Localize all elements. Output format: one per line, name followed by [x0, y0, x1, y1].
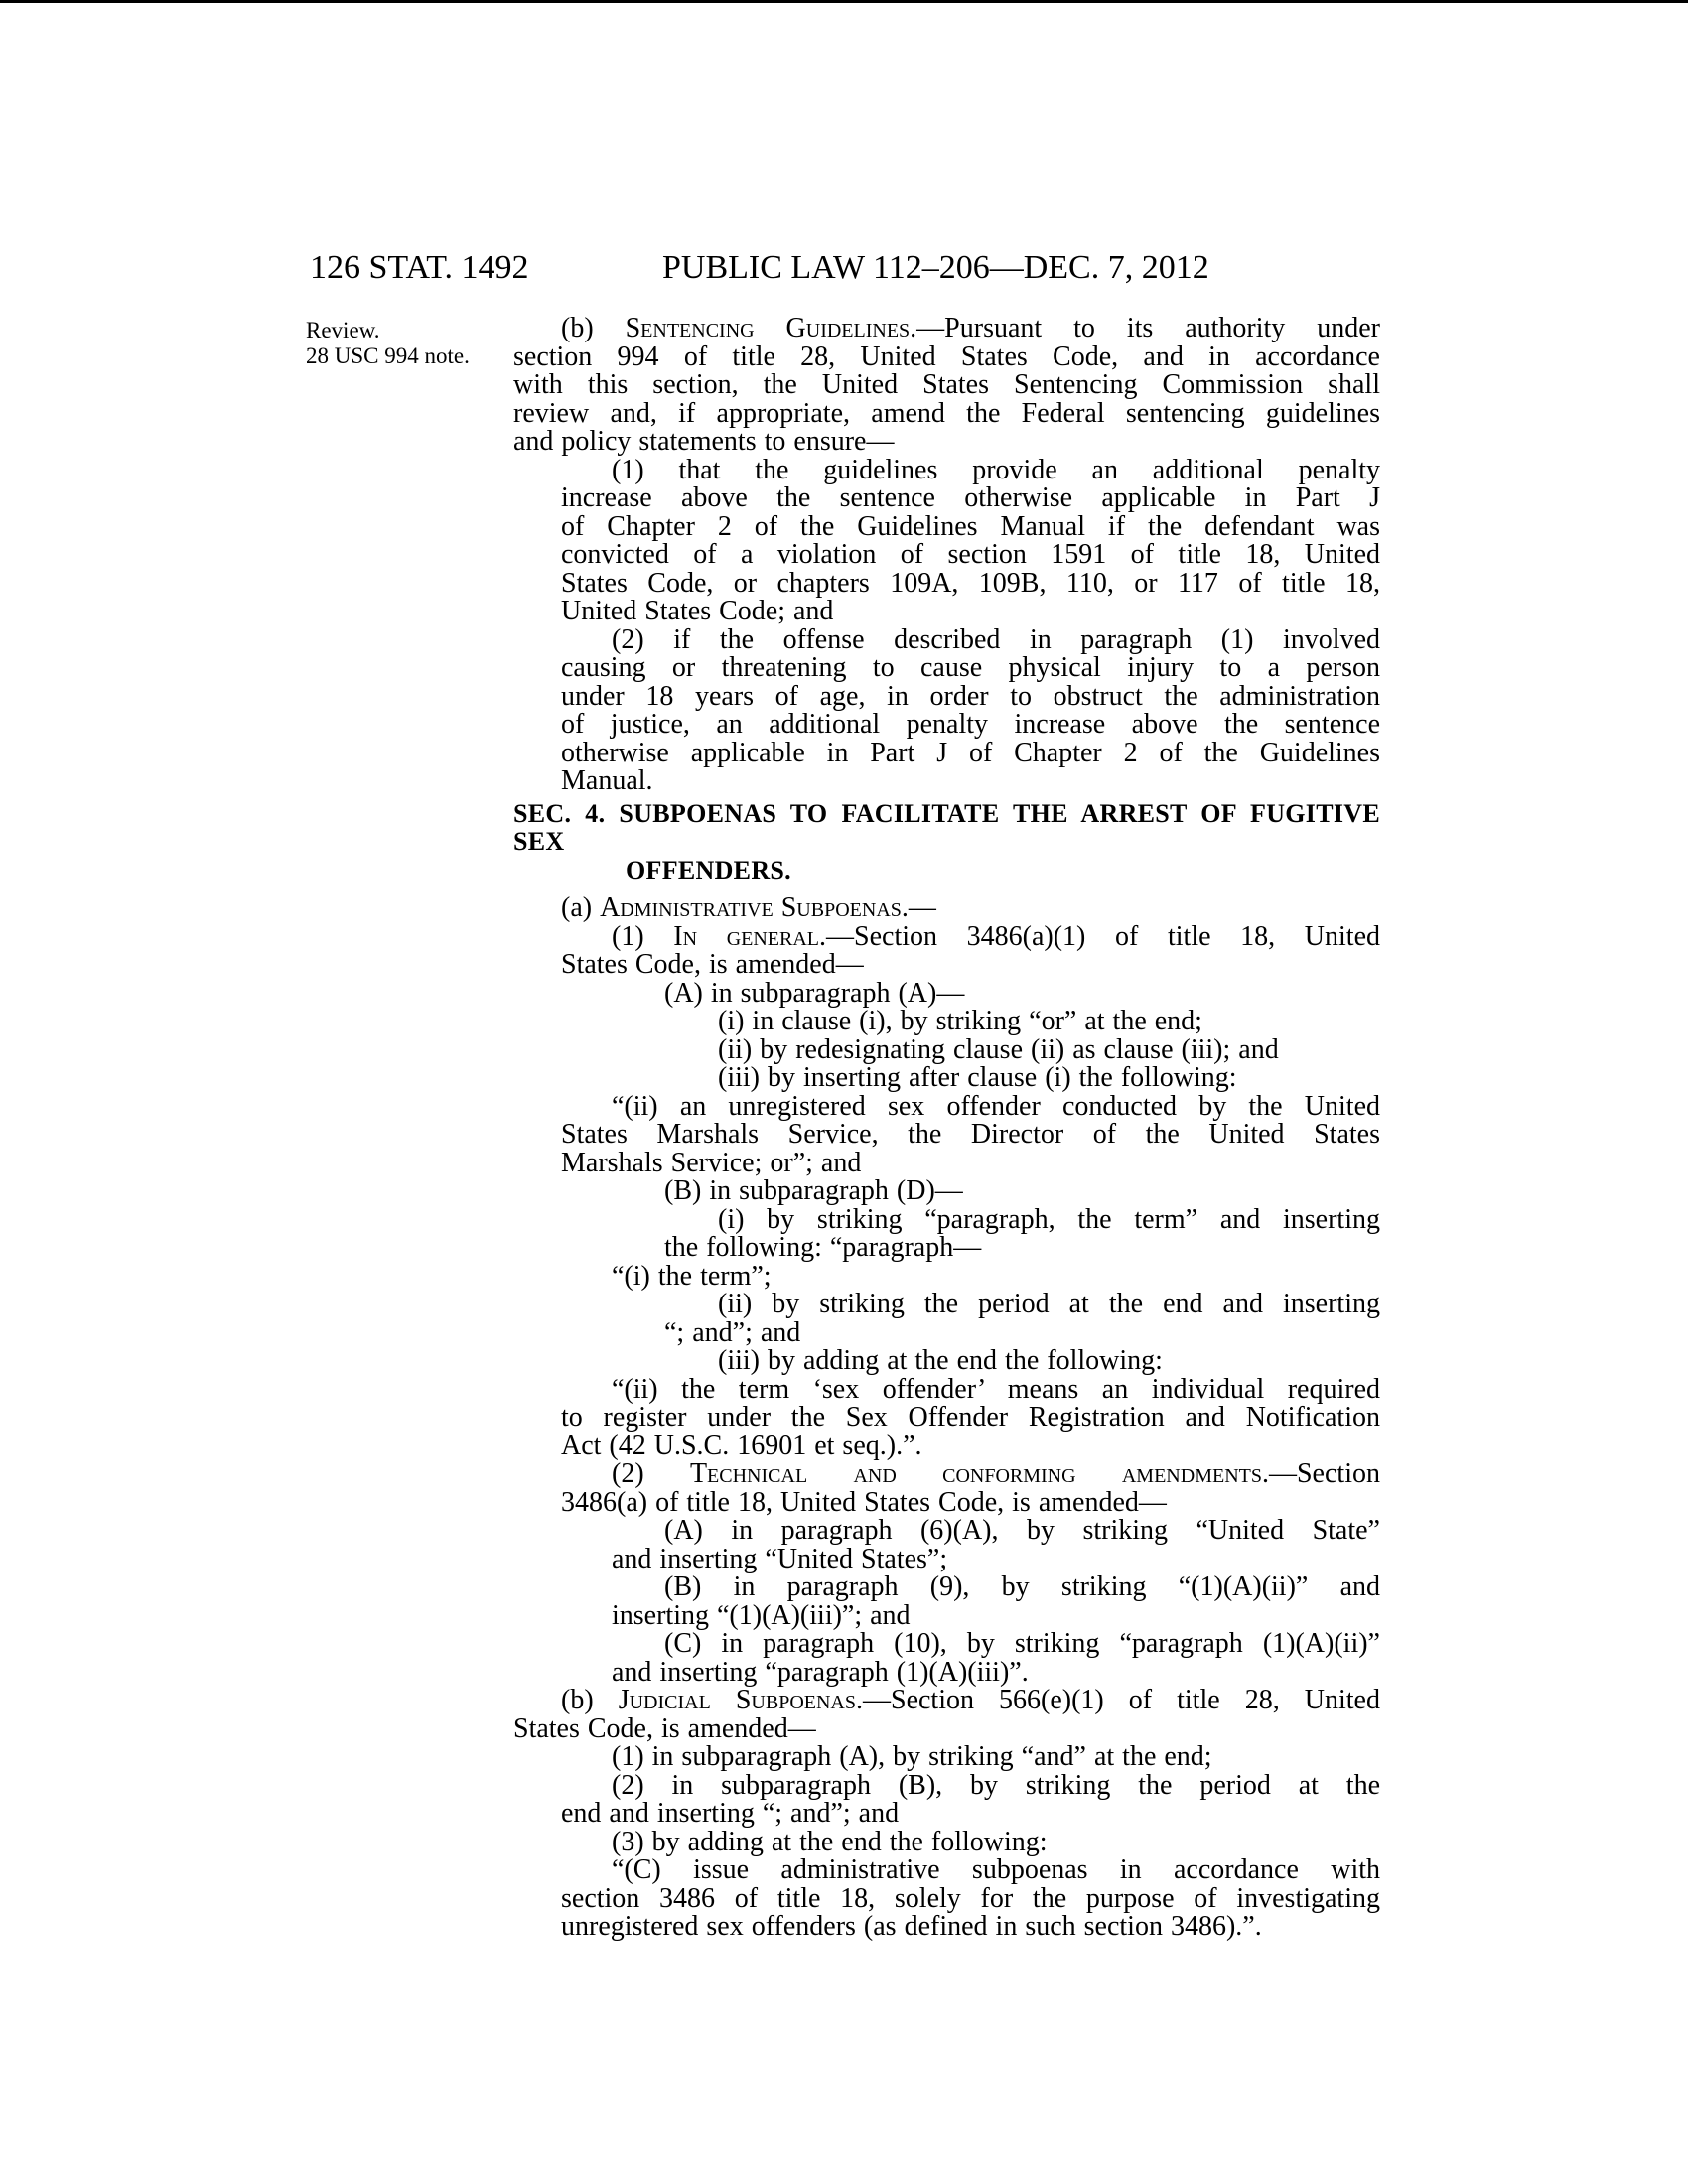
- para-2-obstruction-penalty: [513, 623, 1380, 796]
- text-line: [561, 1913, 1380, 1942]
- text-segment: .—Section 3486(a)(1) of title 18, United: [819, 920, 1380, 952]
- small-caps-segment: Technical and conforming amendments: [689, 1458, 1262, 1489]
- para-2-technical-amendments: [513, 1460, 1380, 1517]
- margin-note-line: 28 USC 994 note.: [306, 343, 470, 368]
- clause-ii-redesignating: [513, 1033, 1380, 1065]
- text-line: [513, 800, 1380, 857]
- text-line: [664, 977, 1380, 1009]
- para-1-subparagraph-A: [513, 1743, 1380, 1772]
- text-line: [561, 680, 1380, 712]
- text-segment: (b): [561, 313, 626, 343]
- text-segment: (2): [612, 1458, 690, 1489]
- text-line: [612, 1460, 1380, 1489]
- text-segment: (i) in clause (i), by striking “or” at the end;: [718, 1006, 1202, 1036]
- text-line: [718, 1347, 1380, 1376]
- text-segment: Manual.: [561, 765, 653, 796]
- text-line: [612, 1743, 1380, 1772]
- page-top-rule: [0, 0, 1688, 3]
- text-line: [561, 951, 1380, 980]
- text-segment: 3486(a) of title 18, United States Code, is amended—: [561, 1486, 1167, 1518]
- text-segment: end and inserting “; and”; and: [561, 1798, 900, 1829]
- text-segment: and inserting “paragraph (1)(A)(iii)”.: [612, 1656, 1029, 1688]
- para-A-united-state: [513, 1517, 1380, 1573]
- quote-ii-sex-offender-definition: [513, 1373, 1380, 1461]
- text-line: [561, 767, 1380, 796]
- text-segment: increase above the sentence otherwise applicable in Part J: [561, 482, 1380, 513]
- text-line: [664, 1234, 1380, 1263]
- text-segment: (a): [561, 892, 601, 923]
- text-segment: convicted of a violation of section 1591 of title 18, United: [561, 539, 1380, 570]
- small-caps-segment: Administrative Subpoenas: [600, 892, 902, 923]
- statute-text: [513, 315, 1380, 1942]
- text-line: [561, 737, 1380, 768]
- text-line: [561, 1882, 1380, 1914]
- text-line: [664, 1573, 1380, 1602]
- para-a-administrative-subpoenas: [513, 894, 1380, 923]
- text-segment: (2) in subparagraph (B), by striking the period at the: [612, 1769, 1380, 1801]
- text-line: [612, 920, 1380, 952]
- text-segment: of Chapter 2 of the Guidelines Manual if the defendant was: [561, 510, 1380, 542]
- text-line: [561, 711, 1380, 740]
- text-line: [612, 1599, 1380, 1631]
- quote-ii-unregistered-offender: [513, 1090, 1380, 1178]
- para-1-guidelines-penalty: [513, 454, 1380, 626]
- text-line: [513, 428, 1380, 457]
- text-line: [561, 315, 1380, 343]
- text-segment: .—Section 566(e)(1) of title 28, United: [856, 1685, 1380, 1715]
- para-C-paragraph-10: [513, 1630, 1380, 1687]
- text-line: [513, 371, 1380, 400]
- clause-i-striking-or: [513, 1008, 1380, 1036]
- text-line: [612, 1826, 1380, 1857]
- text-segment: (i) by striking “paragraph, the term” and inserting: [718, 1203, 1380, 1235]
- text-segment: (B) in paragraph (9), by striking “(1)(A)(ii)” and: [664, 1571, 1380, 1602]
- text-segment: “; and”; and: [664, 1316, 801, 1348]
- text-line: [664, 1517, 1380, 1546]
- text-line: [612, 623, 1380, 655]
- text-line: [561, 567, 1380, 599]
- para-2-subparagraph-B: [513, 1769, 1380, 1829]
- small-caps-segment: Judicial Subpoenas: [618, 1685, 856, 1715]
- text-segment: (1) that the guidelines provide an additional penalty: [612, 454, 1380, 485]
- text-segment: (B) in subparagraph (D)—: [664, 1175, 963, 1206]
- text-segment: and inserting “United States”;: [612, 1543, 948, 1574]
- text-segment: otherwise applicable in Part J of Chapter 2 of the Guidelines: [561, 737, 1380, 768]
- text-segment: of justice, an additional penalty increase above the sentence: [561, 709, 1380, 740]
- text-line: [561, 510, 1380, 542]
- text-segment: .—Pursuant to its authority under: [910, 313, 1380, 343]
- text-line: [718, 1008, 1380, 1036]
- text-line: [561, 1121, 1380, 1150]
- para-B-paragraph-9: [513, 1573, 1380, 1630]
- stat-page-number: 126 STAT. 1492: [310, 249, 529, 286]
- para-3-adding: [513, 1826, 1380, 1857]
- text-segment: (iii) by adding at the end the following:: [718, 1345, 1163, 1376]
- text-segment: to register under the Sex Offender Registration and Notification: [561, 1402, 1380, 1433]
- text-line: [718, 1064, 1380, 1093]
- text-line: [612, 1856, 1380, 1885]
- text-segment: .—Section: [1261, 1458, 1380, 1489]
- text-line: [561, 484, 1380, 513]
- public-law-header: PUBLIC LAW 112–206—DEC. 7, 2012: [662, 249, 1209, 286]
- text-segment: causing or threatening to cause physical injury to a person: [561, 652, 1380, 683]
- text-segment: (C) in paragraph (10), by striking “paragraph (1)(A)(ii)”: [664, 1628, 1380, 1659]
- text-segment: (A) in subparagraph (A)—: [664, 977, 965, 1009]
- clause-ii-striking-period: [513, 1291, 1380, 1347]
- small-caps-segment: Sentencing Guidelines: [625, 313, 911, 343]
- text-segment: (2) if the offense described in paragraph (1) involved: [612, 623, 1380, 655]
- text-segment: (ii) by striking the period at the end and inserting: [718, 1289, 1380, 1319]
- text-segment: “(i) the term”;: [612, 1260, 772, 1292]
- text-line: [612, 454, 1380, 485]
- text-line: [612, 1543, 1380, 1574]
- margin-note-line: Review.: [306, 318, 380, 342]
- text-segment: section 3486 of title 18, solely for the purpose of investigating: [561, 1882, 1380, 1914]
- text-line: [561, 654, 1380, 683]
- text-line: [561, 894, 1380, 923]
- para-A-subparagraph-A: [513, 977, 1380, 1009]
- text-segment: the following: “paragraph—: [664, 1232, 982, 1263]
- text-segment: OFFENDERS.: [626, 855, 791, 885]
- para-B-subparagraph-D: [513, 1177, 1380, 1206]
- text-line: [561, 598, 1380, 626]
- para-1-in-general: [513, 920, 1380, 980]
- text-line: [718, 1291, 1380, 1319]
- text-line: [612, 1769, 1380, 1801]
- text-segment: section 994 of title 28, United States Code, and in accordance: [513, 341, 1380, 372]
- text-line: [718, 1033, 1380, 1065]
- text-line: [561, 1687, 1380, 1715]
- text-segment: “(ii) the term ‘sex offender’ means an individual required: [612, 1373, 1380, 1405]
- para-b-judicial-subpoenas: [513, 1687, 1380, 1743]
- text-segment: States Code, is amended—: [513, 1712, 816, 1744]
- text-line: [612, 1090, 1380, 1122]
- clause-i-striking-paragraph-term: [513, 1203, 1380, 1263]
- text-segment: Act (42 U.S.C. 16901 et seq.).”.: [561, 1430, 922, 1461]
- text-segment: and policy statements to ensure—: [513, 426, 895, 457]
- text-segment: under 18 years of age, in order to obstruct the administration: [561, 680, 1380, 712]
- small-caps-segment: In general: [673, 920, 820, 952]
- text-line: [612, 1656, 1380, 1688]
- text-segment: inserting “(1)(A)(iii)”; and: [612, 1599, 911, 1631]
- text-line: [561, 541, 1380, 570]
- text-line: [664, 1316, 1380, 1348]
- sec4-heading: [513, 800, 1380, 886]
- text-segment: (1): [612, 920, 674, 952]
- text-segment: “(C) issue administrative subpoenas in accordance with: [612, 1854, 1380, 1885]
- quote-i-the-term: [513, 1260, 1380, 1292]
- text-segment: (iii) by inserting after clause (i) the following:: [718, 1062, 1237, 1093]
- text-segment: SEC. 4. SUBPOENAS TO FACILITATE THE ARREST OF FUGITIVE SEX: [513, 798, 1380, 856]
- text-line: [561, 1800, 1380, 1829]
- text-segment: Marshals Service; or”; and: [561, 1147, 862, 1178]
- text-line: [626, 857, 1380, 886]
- text-segment: United States Code; and: [561, 596, 834, 626]
- text-line: [612, 1373, 1380, 1405]
- text-segment: States Code, is amended—: [561, 949, 864, 980]
- text-segment: unregistered sex offenders (as defined in such section 3486).”.: [561, 1911, 1262, 1942]
- text-line: [612, 1260, 1380, 1292]
- text-line: [664, 1630, 1380, 1659]
- text-segment: States Code, or chapters 109A, 109B, 110, or 117 of title 18,: [561, 567, 1380, 599]
- text-segment: (ii) by redesignating clause (ii) as clause (iii); and: [718, 1033, 1279, 1065]
- margin-notes: [306, 318, 504, 369]
- text-segment: (1) in subparagraph (A), by striking “and” at the end;: [612, 1741, 1212, 1772]
- text-segment: with this section, the United States Sentencing Commission shall: [513, 369, 1380, 400]
- text-line: [664, 1177, 1380, 1206]
- text-line: [513, 1712, 1380, 1744]
- para-b-sentencing-guidelines: [513, 315, 1380, 457]
- text-line: [561, 1430, 1380, 1461]
- text-segment: (3) by adding at the end the following:: [612, 1826, 1048, 1857]
- text-line: [513, 343, 1380, 372]
- clause-iii-inserting: [513, 1064, 1380, 1093]
- text-line: [561, 1486, 1380, 1518]
- text-segment: (b): [561, 1685, 619, 1715]
- text-segment: (A) in paragraph (6)(A), by striking “United State”: [664, 1515, 1380, 1546]
- text-segment: .—: [901, 892, 936, 923]
- text-segment: States Marshals Service, the Director of the United States: [561, 1119, 1380, 1150]
- quote-C-administrative-subpoenas: [513, 1856, 1380, 1942]
- text-line: [561, 1147, 1380, 1178]
- text-line: [718, 1203, 1380, 1235]
- text-line: [561, 1404, 1380, 1433]
- text-segment: “(ii) an unregistered sex offender conducted by the United: [612, 1090, 1380, 1122]
- clause-iii-adding: [513, 1347, 1380, 1376]
- text-line: [513, 397, 1380, 429]
- text-segment: review and, if appropriate, amend the Federal sentencing guidelines: [513, 397, 1380, 429]
